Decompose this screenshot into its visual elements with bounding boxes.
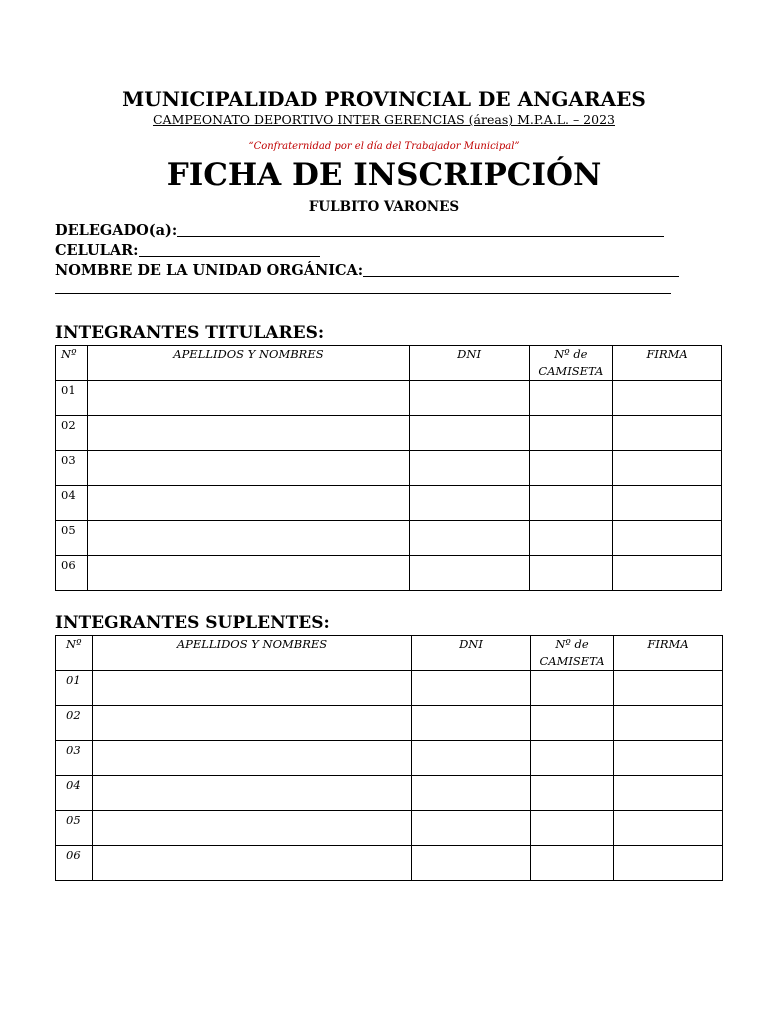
names-cell[interactable] [93, 846, 412, 881]
column-header-shirt: Nº de CAMISETA [529, 346, 613, 381]
names-cell[interactable] [88, 556, 409, 591]
shirt-cell[interactable] [529, 556, 613, 591]
row-number: 01 [56, 381, 88, 416]
column-header-number: Nº [56, 636, 93, 671]
celular-label: CELULAR: [55, 242, 139, 259]
signature-cell[interactable] [614, 741, 723, 776]
row-number: 02 [56, 706, 93, 741]
municipality-title: MUNICIPALIDAD PROVINCIAL DE ANGARAES [122, 87, 646, 111]
names-cell[interactable] [88, 521, 409, 556]
dni-cell[interactable] [409, 521, 529, 556]
shirt-cell[interactable] [531, 811, 614, 846]
signature-cell[interactable] [614, 776, 723, 811]
table-row [56, 776, 723, 811]
names-cell[interactable] [88, 486, 409, 521]
table-row [56, 451, 722, 486]
shirt-cell[interactable] [531, 671, 614, 706]
signature-cell[interactable] [613, 416, 722, 451]
dni-cell[interactable] [412, 811, 531, 846]
table-header-row [56, 636, 723, 671]
column-header-names: APELLIDOS Y NOMBRES [93, 636, 412, 671]
signature-cell[interactable] [613, 521, 722, 556]
names-cell[interactable] [93, 776, 412, 811]
table-header-row [56, 346, 722, 381]
table-row [56, 556, 722, 591]
signature-cell[interactable] [614, 811, 723, 846]
names-cell[interactable] [88, 381, 409, 416]
dni-cell[interactable] [412, 671, 531, 706]
signature-cell[interactable] [614, 846, 723, 881]
column-header-number: Nº [56, 346, 88, 381]
celular-field[interactable] [55, 240, 320, 260]
unidad-field[interactable] [55, 260, 679, 280]
row-number: 05 [56, 811, 93, 846]
dni-cell[interactable] [412, 706, 531, 741]
table-row [56, 741, 723, 776]
table-row [56, 416, 722, 451]
table-row [56, 706, 723, 741]
shirt-cell[interactable] [531, 776, 614, 811]
row-number: 06 [56, 846, 93, 881]
delegado-field[interactable] [55, 220, 664, 240]
shirt-cell[interactable] [531, 706, 614, 741]
dni-cell[interactable] [412, 846, 531, 881]
form-subtitle: FULBITO VARONES [308, 199, 460, 215]
shirt-cell[interactable] [529, 381, 613, 416]
names-cell[interactable] [88, 451, 409, 486]
column-header-signature: FIRMA [614, 636, 723, 671]
row-number: 02 [56, 416, 88, 451]
unidad-label: NOMBRE DE LA UNIDAD ORGÁNICA: [55, 262, 364, 279]
row-number: 03 [56, 741, 93, 776]
row-number: 04 [56, 486, 88, 521]
signature-cell[interactable] [614, 671, 723, 706]
unidad-line[interactable] [363, 276, 679, 277]
dni-cell[interactable] [409, 416, 529, 451]
delegado-line[interactable] [177, 236, 664, 237]
table-row [56, 811, 723, 846]
row-number: 04 [56, 776, 93, 811]
dni-cell[interactable] [409, 381, 529, 416]
titulares-table [55, 345, 722, 591]
row-number: 01 [56, 671, 93, 706]
signature-cell[interactable] [614, 706, 723, 741]
form-title: FICHA DE INSCRIPCIÓN [166, 157, 602, 193]
names-cell[interactable] [93, 741, 412, 776]
column-header-signature: FIRMA [613, 346, 722, 381]
column-header-dni: DNI [409, 346, 529, 381]
celular-line[interactable] [139, 256, 320, 257]
row-number: 06 [56, 556, 88, 591]
dni-cell[interactable] [409, 556, 529, 591]
suplentes-heading: INTEGRANTES SUPLENTES: [55, 613, 330, 633]
column-header-names: APELLIDOS Y NOMBRES [88, 346, 409, 381]
shirt-cell[interactable] [529, 451, 613, 486]
shirt-cell[interactable] [531, 846, 614, 881]
motto-text: “Confraternidad por el día del Trabajador Municipal” [248, 141, 520, 152]
dni-cell[interactable] [412, 776, 531, 811]
titulares-heading: INTEGRANTES TITULARES: [55, 323, 325, 343]
unidad-continuation-line[interactable] [55, 293, 671, 294]
row-number: 03 [56, 451, 88, 486]
shirt-cell[interactable] [531, 741, 614, 776]
suplentes-table [55, 635, 723, 881]
shirt-cell[interactable] [529, 416, 613, 451]
dni-cell[interactable] [409, 486, 529, 521]
names-cell[interactable] [88, 416, 409, 451]
shirt-cell[interactable] [529, 521, 613, 556]
dni-cell[interactable] [409, 451, 529, 486]
table-row [56, 521, 722, 556]
row-number: 05 [56, 521, 88, 556]
dni-cell[interactable] [412, 741, 531, 776]
signature-cell[interactable] [613, 451, 722, 486]
signature-cell[interactable] [613, 556, 722, 591]
table-row [56, 671, 723, 706]
names-cell[interactable] [93, 811, 412, 846]
table-row [56, 486, 722, 521]
names-cell[interactable] [93, 671, 412, 706]
signature-cell[interactable] [613, 486, 722, 521]
column-header-shirt: Nº de CAMISETA [531, 636, 614, 671]
signature-cell[interactable] [613, 381, 722, 416]
table-row [56, 846, 723, 881]
championship-subtitle: CAMPEONATO DEPORTIVO INTER GERENCIAS (áreas) M.P.A.L. – 2023 [152, 112, 615, 127]
table-row [56, 381, 722, 416]
names-cell[interactable] [93, 706, 412, 741]
shirt-cell[interactable] [529, 486, 613, 521]
column-header-dni: DNI [412, 636, 531, 671]
delegado-label: DELEGADO(a): [55, 222, 178, 239]
